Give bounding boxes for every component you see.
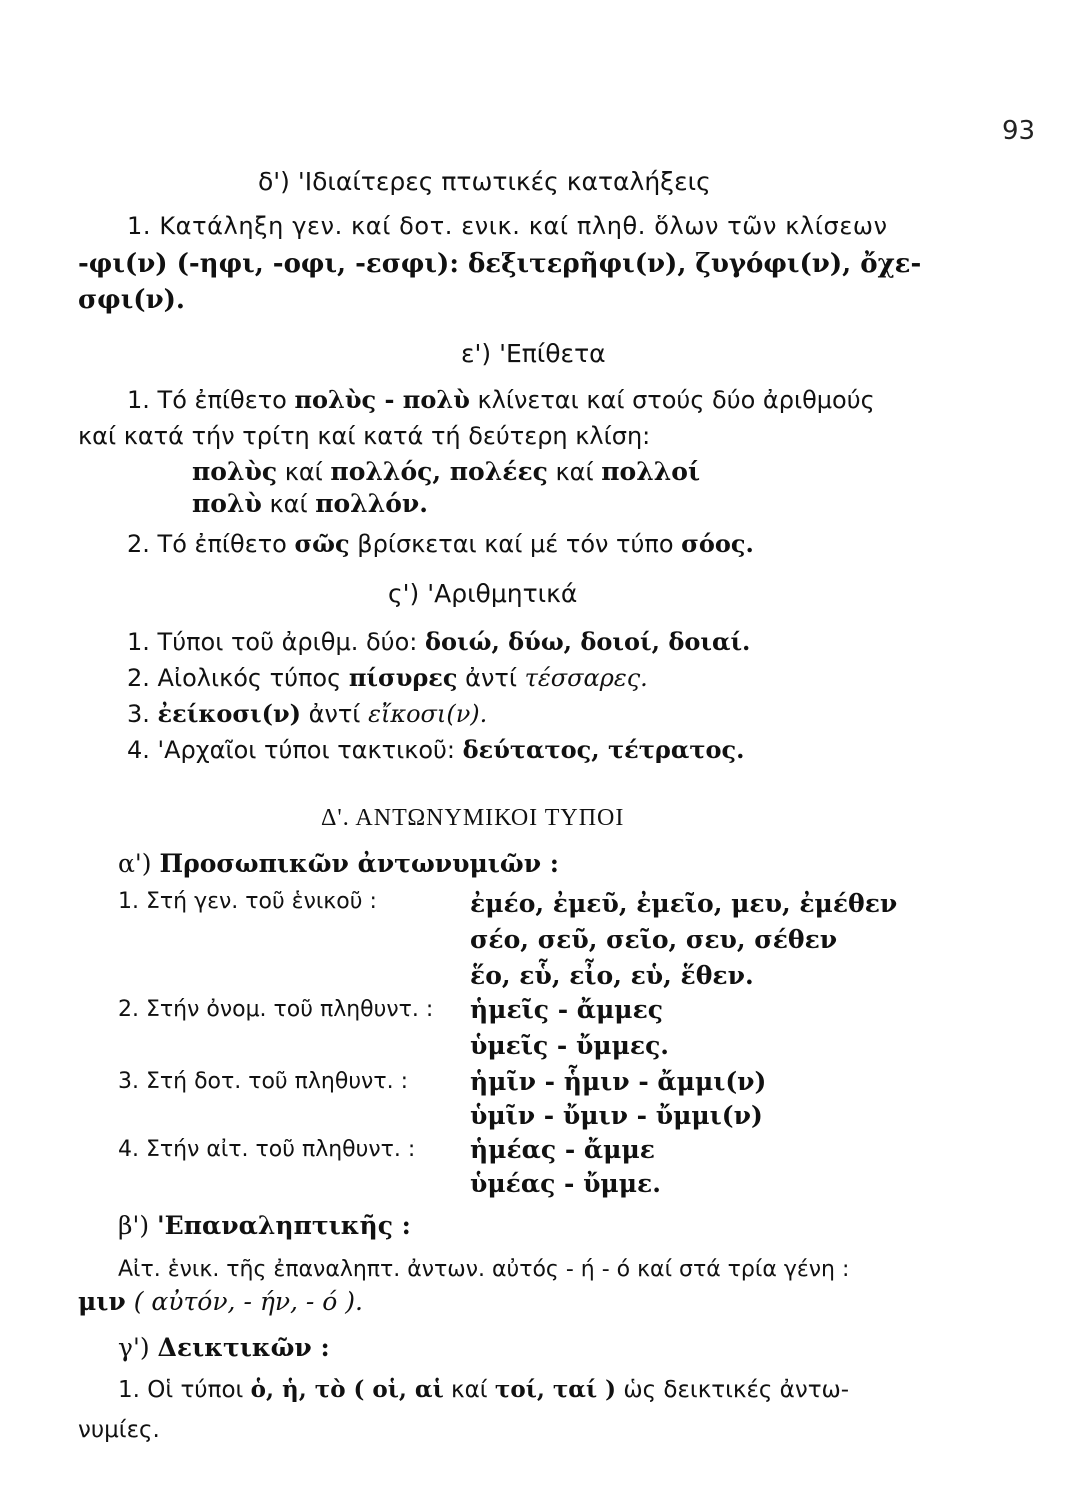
label: γ')	[118, 1333, 158, 1362]
gamma-item1-line1	[118, 1374, 849, 1406]
alpha-row1-label: 1. Στή γεν. τοῦ ἑνικοῦ :	[118, 889, 377, 914]
beta-line2	[78, 1286, 363, 1318]
alpha-subheading	[118, 848, 559, 880]
text: καί	[443, 1377, 495, 1403]
label: β')	[118, 1211, 158, 1240]
bold-term: ὁ, ἡ, τὸ ( οἱ, αἱ	[250, 1376, 444, 1403]
alpha-row3-form2: ὑμῖν - ὔμιν - ὔμμι(ν)	[470, 1101, 763, 1130]
section-d-item1-line1: 1. Κατάληξη γεν. καί δοτ. ενικ. καί πληθ. ὅλων τῶν κλίσεων	[127, 212, 888, 240]
section-e-heading: ε') 'Επίθετα	[461, 339, 606, 368]
section-e-item1-line1	[127, 384, 875, 416]
bold-title: Δεικτικῶν :	[157, 1333, 330, 1362]
alpha-row2-form1: ἡμεῖς - ἄμμες	[470, 995, 664, 1024]
bold-term: σῶς	[294, 529, 350, 558]
text: ἀντί	[457, 664, 525, 692]
section-st-item4	[127, 734, 744, 766]
bold-term: τοί, ταί )	[494, 1376, 617, 1403]
alpha-row2-label: 2. Στήν ὀνομ. τοῦ πληθυντ. :	[118, 997, 434, 1022]
text: κλίνεται καί στούς δύο ἀριθμούς	[469, 386, 875, 414]
bold-term: πολὺς	[192, 457, 278, 486]
alpha-row3-label: 3. Στή δοτ. τοῦ πληθυντ. :	[118, 1069, 408, 1094]
alpha-row4-label: 4. Στήν αἰτ. τοῦ πληθυντ. :	[118, 1137, 416, 1162]
bold-term: πολλός, πολέες	[330, 457, 548, 486]
text: 1. Οἱ τύποι	[118, 1377, 251, 1403]
text: 2. Τό ἐπίθετο	[127, 530, 295, 558]
alpha-row2-form2: ὑμεῖς - ὔμμες.	[470, 1031, 670, 1060]
bold-title: Προσωπικῶν ἀντωνυμιῶν :	[159, 849, 559, 878]
text: 3.	[127, 700, 158, 728]
gamma-subheading	[118, 1332, 330, 1364]
alpha-row1-form1: ἐμέο, ἐμεῦ, ἐμεῖο, μευ, ἐμέθεν	[470, 889, 898, 918]
section-st-item2	[127, 662, 648, 694]
section-e-item1-line2: καί κατά τήν τρίτη καί κατά τή δεύτερη κλίση:	[78, 422, 651, 450]
text: 4. 'Αρχαῖοι τύποι τακτικοῦ:	[127, 736, 463, 764]
bold-term: σόος.	[681, 529, 754, 558]
bold-term: ἐείκοσι(ν)	[157, 699, 301, 728]
alpha-row1-form3: ἕο, εὗ, εἶο, εὑ, ἕθεν.	[470, 961, 754, 990]
section-st-heading: ς') 'Αριθμητικά	[388, 579, 578, 608]
beta-subheading	[118, 1210, 411, 1242]
section-e-item1-forms-row1	[192, 456, 700, 488]
bold-term: πολλόν.	[315, 489, 428, 518]
bold-term: μιν	[78, 1287, 126, 1316]
bold-term: δεύτατος, τέτρατος.	[462, 735, 745, 764]
alpha-row3-form1: ἡμῖν - ἧμιν - ἄμμι(ν)	[470, 1067, 767, 1096]
section-e-item2	[127, 528, 754, 560]
text: βρίσκεται καί μέ τόν τύπο	[349, 530, 682, 558]
text: ἀντί	[301, 700, 369, 728]
gamma-item1-line2: νυμίες.	[78, 1417, 160, 1443]
italic-term: εἴκοσι(ν).	[368, 700, 488, 728]
text: καί	[261, 490, 316, 518]
text: 1. Τό ἐπίθετο	[127, 386, 295, 414]
text: καί	[277, 458, 331, 486]
bold-term: πολὺς - πολὺ	[294, 385, 470, 414]
section-d-item1-line3: σφι(ν).	[78, 285, 185, 315]
part-d-heading: Δ'. ΑΝΤΩΝΥΜΙΚΟΙ ΤΥΠΟΙ	[321, 805, 625, 831]
page-number: 93	[1002, 116, 1036, 146]
label: α')	[118, 849, 160, 878]
italic-term: ( αὐτόν, - ήν, - ό ).	[125, 1287, 364, 1316]
alpha-row4-form1: ἡμέας - ἄμμε	[470, 1135, 655, 1164]
section-d-heading: δ') 'Ιδιαίτερες πτωτικές καταλήξεις	[258, 167, 711, 196]
section-d-item1-line2: -φι(ν) (-ηφι, -οφι, -εσφι): δεξιτερῆφι(ν), ζυγόφι(ν), ὄχε-	[78, 249, 922, 279]
text: 2. Αἰολικός τύπος	[127, 664, 349, 692]
bold-term: πολὺ	[192, 489, 262, 518]
alpha-row4-form2: ὑμέας - ὔμμε.	[470, 1169, 661, 1198]
alpha-row1-form2: σέο, σεῦ, σεῖο, σευ, σέθεν	[470, 925, 838, 954]
text: 1. Τύποι τοῦ ἀριθμ. δύο:	[127, 628, 425, 656]
section-st-item3	[127, 698, 487, 730]
text: ὡς δεικτικές ἀντω-	[616, 1377, 850, 1403]
beta-line1: Αἰτ. ἑνικ. τῆς ἐπαναληπτ. ἀντων. αὐτός - ή - ό καί στά τρία γένη :	[118, 1257, 850, 1282]
italic-term: τέσσαρες.	[524, 664, 648, 692]
bold-term: πίσυρες	[348, 663, 458, 692]
text: καί	[547, 458, 602, 486]
bold-term: δοιώ, δύω, δοιοί, δοιαί.	[424, 627, 751, 656]
bold-title: 'Επαναληπτικῆς :	[157, 1211, 411, 1240]
section-e-item1-forms-row2	[192, 488, 428, 520]
section-st-item1	[127, 626, 750, 658]
bold-term: πολλοί	[601, 457, 701, 486]
